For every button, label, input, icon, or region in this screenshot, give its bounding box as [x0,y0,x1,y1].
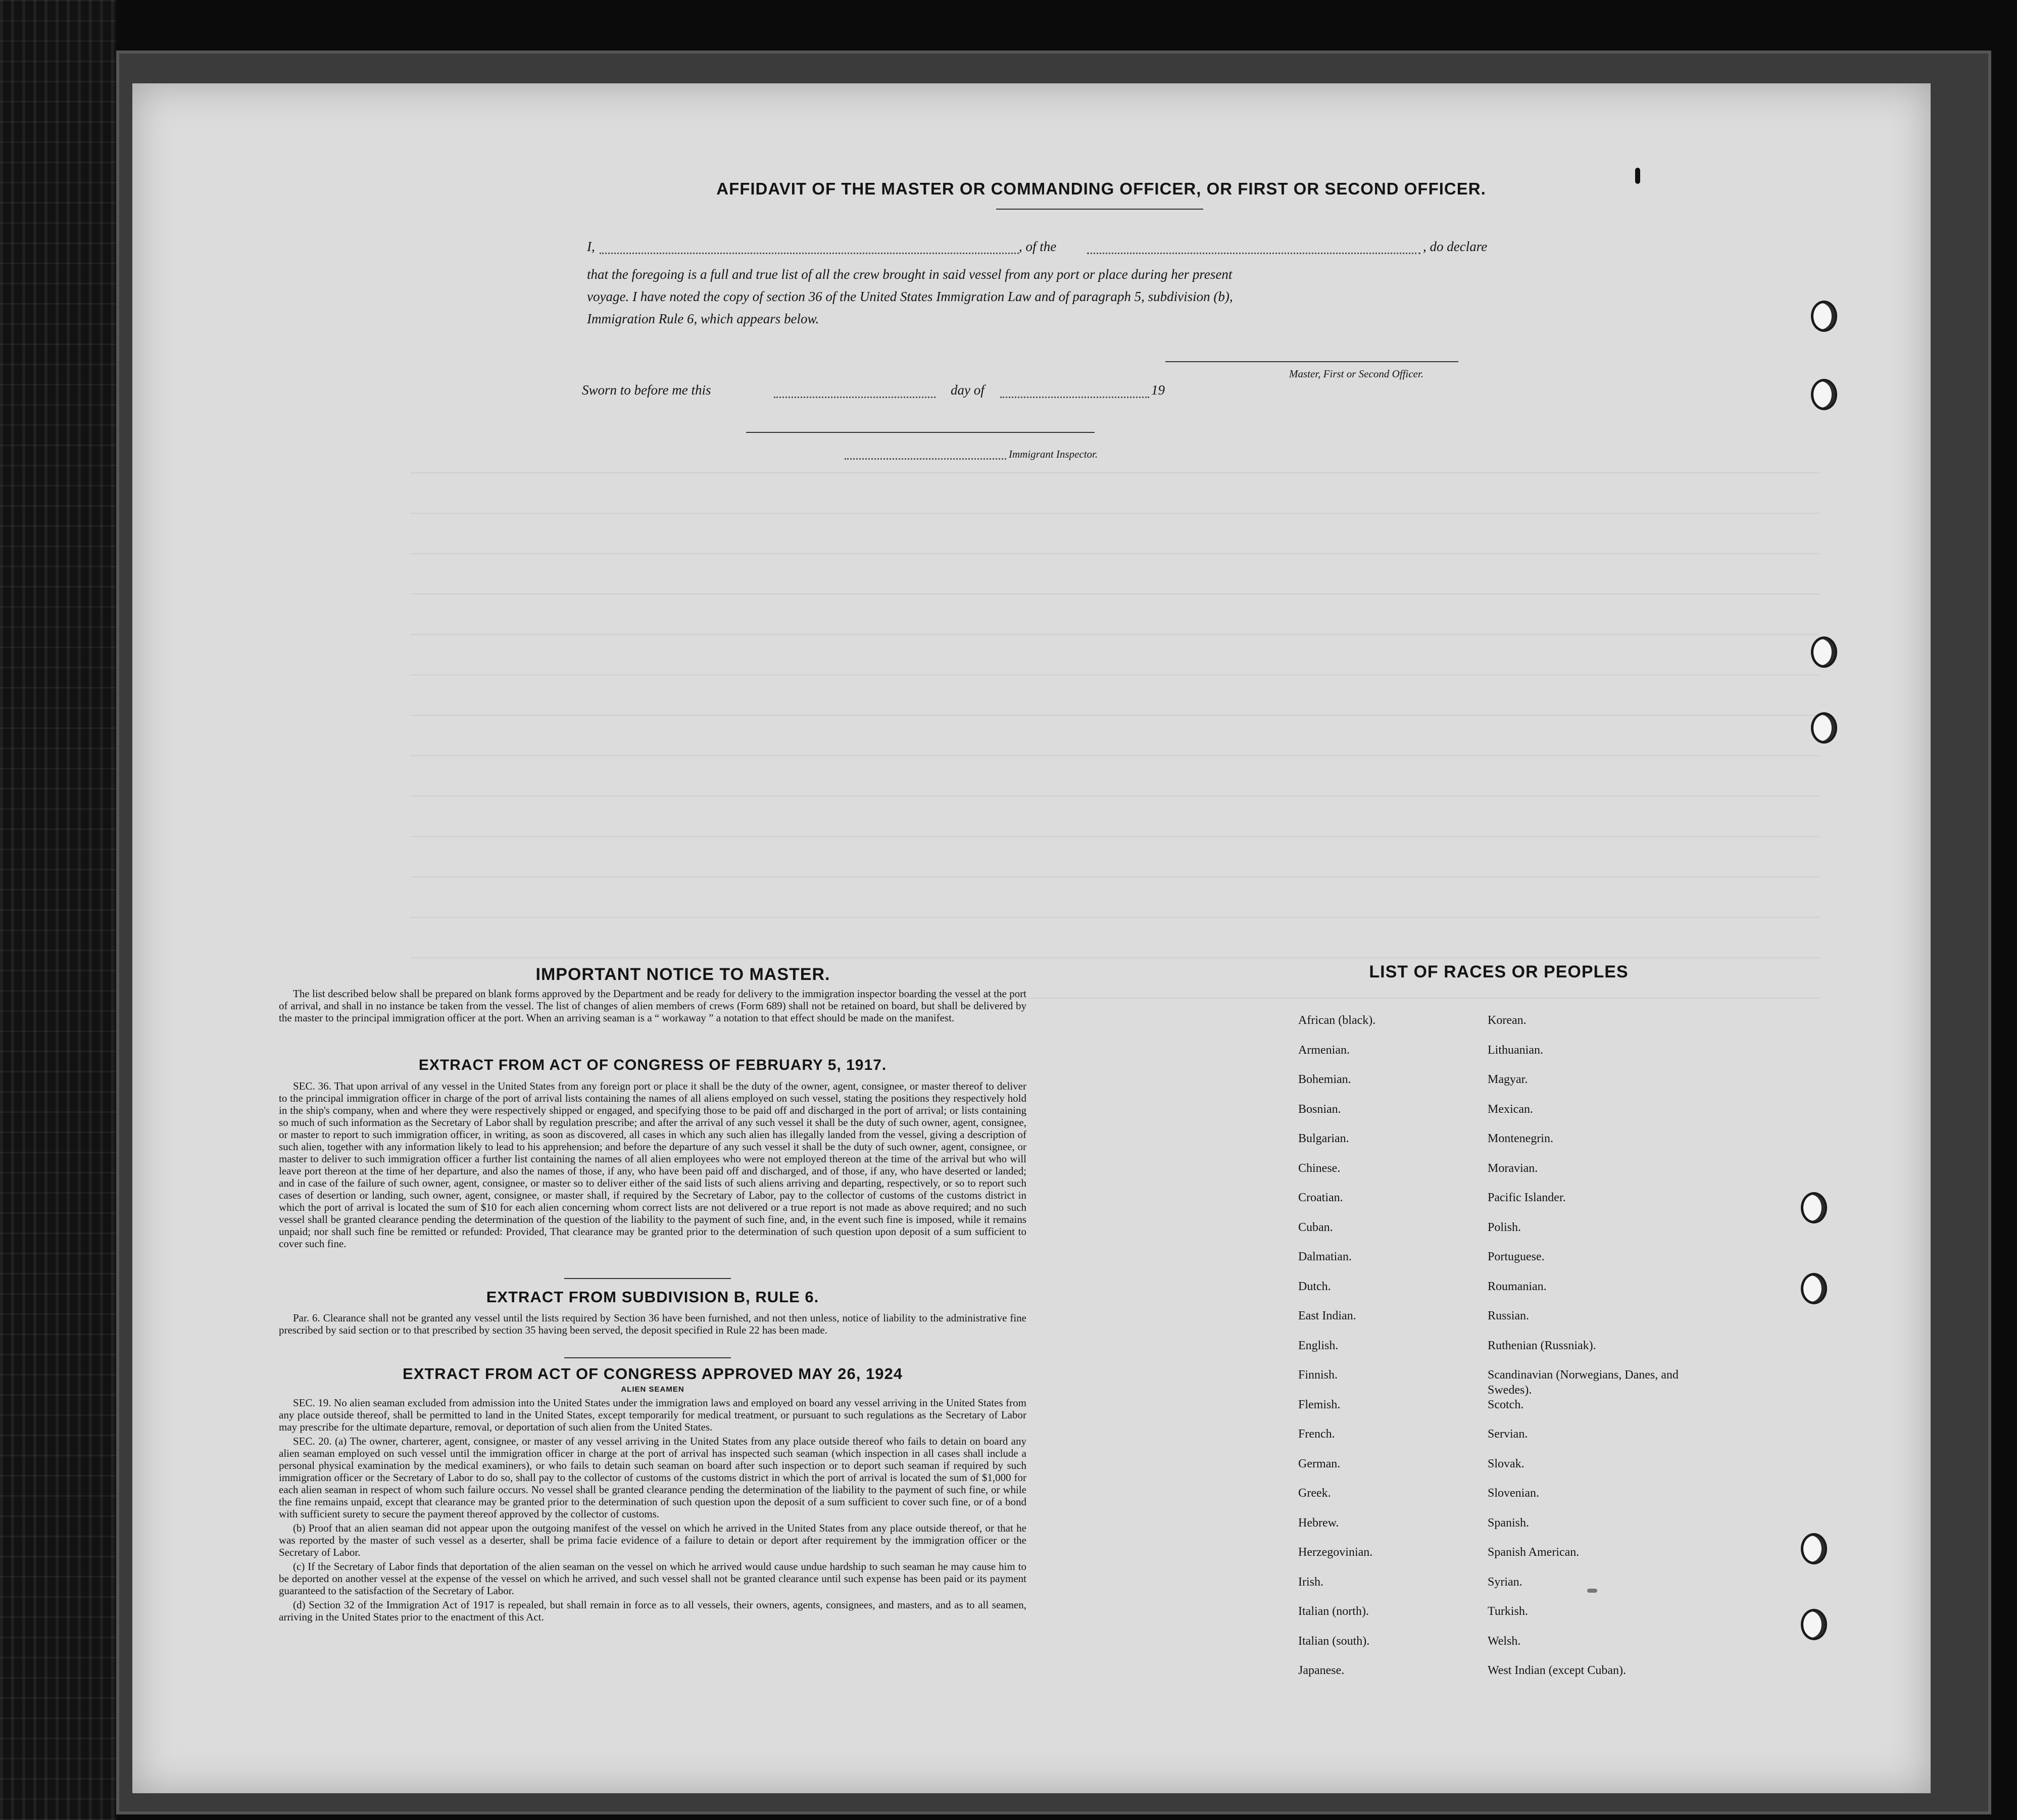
race-item: Slovak. [1488,1457,1524,1470]
race-item: German. [1298,1457,1341,1470]
sworn-label: Sworn to before me this [582,382,711,398]
notice-title: IMPORTANT NOTICE TO MASTER. [535,965,830,984]
race-item: West Indian (except Cuban). [1488,1664,1626,1677]
race-item: East Indian. [1298,1309,1356,1322]
ink-mark [1587,1589,1597,1593]
extract-rule6-text [279,1312,1026,1338]
punch-hole-icon [1811,301,1837,332]
inspector-rule [746,432,1095,433]
bleed-rule [410,674,1819,675]
race-item: Bulgarian. [1298,1132,1349,1145]
section-divider [564,1278,731,1279]
bleed-rule [410,957,1819,958]
officer-name-field[interactable] [600,253,1019,254]
extract-1917-text [279,1080,1026,1252]
race-item: Bosnian. [1298,1102,1341,1116]
race-item: Pacific Islander. [1488,1191,1566,1204]
race-item: Irish. [1298,1575,1323,1589]
race-item: Mexican. [1488,1102,1533,1116]
race-item: Scotch. [1488,1398,1524,1411]
race-item: Japanese. [1298,1664,1345,1677]
affidavit-declare-label: , do declare [1423,239,1488,254]
race-item: Greek. [1298,1487,1331,1500]
races-title: LIST OF RACES OR PEOPLES [1369,962,1629,981]
race-item: Turkish. [1488,1605,1528,1618]
affidavit-statement [587,263,1233,330]
inspector-signature-field[interactable] [845,458,1006,460]
statement-line: voyage. I have noted the copy of section 36 of the United States Immigration Law and of paragraph 5, subdivision (b), [587,289,1233,304]
ink-mark [1635,168,1640,184]
extract-1924-title: EXTRACT FROM ACT OF CONGRESS APPROVED MAY 26, 1924 [403,1365,903,1383]
master-signature-line[interactable] [1165,361,1458,362]
day-of-label: day of [951,382,985,398]
race-item: Italian (south). [1298,1634,1370,1648]
vessel-name-field[interactable] [1087,253,1420,254]
extract-1924-subtitle: ALIEN SEAMEN [621,1385,684,1394]
affidavit-of-the-label: , of the [1019,239,1057,254]
punch-hole-icon [1801,1609,1827,1640]
race-item: Dutch. [1298,1280,1331,1293]
sec20b-paragraph: (b) Proof that an alien seaman did not appear upon the outgoing manifest of the vessel on which he arrived in the United States from any place outside thereof, or that he was reported by the master of such vessel as a deserter, shall be prima facie evidence of a failure to detain or deport after requirement by the immigration officer or the Secretary of Labor. [279,1522,1026,1558]
bleed-rule [410,796,1819,797]
race-item: Finnish. [1298,1368,1338,1382]
race-item: Chinese. [1298,1161,1341,1175]
affidavit-i-label: I, [587,239,595,254]
race-item: Hebrew. [1298,1516,1339,1530]
notice-text [279,988,1026,1026]
bleed-rule [410,715,1819,716]
extract-1917-paragraph: SEC. 36. That upon arrival of any vessel in the United States from any foreign port or place it shall be the duty of the owner, agent, consignee, or master thereof to deliver to the principal immigration officer in charge of the port of arrival lists containing the names of all aliens employed on such vessel, stating the positions they respectively hold in the ship's company, when and where they were respectively shipped or engaged, and specifying those to be paid off and discharged in the port of arrival; or lists containing so much of such information as the Secretary of Labor shall by regulation prescribe; and after the arrival of any such vessel it shall be the duty of such owner, agent, consignee, or master to report to such immigration officer, in writing, as soon as discovered, all cases in which any such alien has illegally landed from the vessel, giving a description of such alien, together with any information likely to lead to his apprehension; and before the departure of any such vessel it shall be the duty of such owner, agent, consignee, or master to deliver to such immigration officer a further list containing the names of all alien employees who were not employed thereon at the time of the arrival but who will leave port thereon at the time of her departure, and also the names of those, if any, who have been paid off and discharged, and of those, if any, who have deserted or landed; and in case of the failure of such owner, agent, consignee, or master so to deliver either of the said lists of such aliens arriving and departing, respectively, or so to report such cases of desertion or landing, such owner, agent, consignee, or master shall, if required by the Secretary of Labor, pay to the collector of customs of the customs district in which the port of arrival is located the sum of $10 for each alien concerning whom correct lists are not delivered or a true report is not made as above required; and no such vessel shall be granted clearance pending the determination of the question of the liability to the payment of such fine, and, in the event such fine is imposed, while it remains unpaid; nor shall such fine be remitted or refunded: Provided, That clearance may be granted prior to the determination of such question upon deposit of a sum sufficient to cover such fine. [279,1080,1026,1250]
race-item: Roumanian. [1488,1280,1547,1293]
statement-line: that the foregoing is a full and true list of all the crew brought in said vessel from any port or place during her present [587,267,1233,282]
punch-hole-icon [1801,1192,1827,1223]
races-right-column [1488,1013,1710,1693]
race-item: Magyar. [1488,1073,1528,1086]
statement-line: Immigration Rule 6, which appears below. [587,311,819,326]
race-item: Syrian. [1488,1575,1522,1589]
race-item: English. [1298,1339,1339,1352]
punch-hole-icon [1801,1533,1827,1564]
extract-rule6-paragraph: Par. 6. Clearance shall not be granted any vessel until the lists required by Section 36 have been furnished, and not then unless, notice of liability to the administrative fine prescribed by said section or to that prescribed by section 35 having been served, the deposit specified in Rule 22 has been made. [279,1312,1026,1336]
race-item: Welsh. [1488,1634,1521,1648]
sworn-day-field[interactable] [774,397,936,398]
master-signature-label: Master, First or Second Officer. [1289,368,1423,380]
bleed-rule [410,836,1819,837]
race-item: Armenian. [1298,1043,1350,1057]
bleed-rule [410,634,1819,635]
bleed-rule [410,472,1819,473]
year-prefix: 19 [1151,382,1165,398]
sec20a-paragraph: SEC. 20. (a) The owner, charterer, agent, consignee, or master of any vessel arriving in the United States from any place outside thereof who fails to detain on board any alien seaman employed on such vessel until the immigration officer in charge at the port of arrival has inspected such seaman (which inspection in all cases shall include a personal physical examination by the medical examiners), or who fails to detain such seaman on board after such inspection or to deport such seaman if required by such immigration officer or the Secretary of Labor to do so, shall pay to the collector of customs of the customs district in which the port of arrival is located the sum of $1,000 for each alien seaman in respect of whom such failure occurs. No vessel shall be granted clearance pending the determination of the liability to the payment of such fine, or while the fine remains unpaid, except that clearance may be granted prior to the determination of such question upon the deposit of a sum sufficient to cover such fine, or of a bond with sufficient surety to secure the payment thereof approved by the collector of customs. [279,1435,1026,1520]
race-item: Russian. [1488,1309,1530,1322]
races-left-column [1298,1013,1490,1693]
document-page [132,83,1931,1793]
race-item: Flemish. [1298,1398,1341,1411]
race-item: Spanish. [1488,1516,1530,1530]
extract-1917-title: EXTRACT FROM ACT OF CONGRESS OF FEBRUARY 5, 1917. [418,1057,887,1073]
sec19-paragraph: SEC. 19. No alien seaman excluded from admission into the United States under the immigration laws and employed on board any vessel arriving in the United States from any place outside thereof, shall be permitted to land in the United States, except temporarily for medical treatment, or pursuant to such regulations as the Secretary of Labor may prescribe for the ultimate departure, removal, or deportation of such alien from the United States. [279,1397,1026,1433]
race-item: Croatian. [1298,1191,1343,1204]
race-item: Scandinavian (Norwegians, Danes, and Swedes). [1488,1368,1679,1397]
bleed-rule [410,553,1819,554]
section-divider [564,1357,731,1358]
race-item: French. [1298,1428,1335,1441]
race-item: Italian (north). [1298,1605,1369,1618]
race-item: Montenegrin. [1488,1132,1553,1145]
bleed-rule [410,755,1819,756]
race-item: Dalmatian. [1298,1250,1352,1263]
race-item: Portuguese. [1488,1250,1545,1263]
race-item: Moravian. [1488,1161,1538,1175]
race-item: Spanish American. [1488,1546,1580,1559]
punch-hole-icon [1811,636,1837,668]
sworn-month-field[interactable] [1000,397,1149,398]
race-item: Slovenian. [1488,1487,1539,1500]
race-item: Ruthenian (Russniak). [1488,1339,1596,1352]
race-item: Cuban. [1298,1220,1333,1234]
title-rule [996,209,1203,210]
book-binding [0,0,116,1820]
sec20c-paragraph: (c) If the Secretary of Labor finds that deportation of the alien seaman on the vessel on which he arrived would cause undue hardship to such seaman he may cause him to be deported on another vessel at the expense of the vessel on which he arrived, and such vessel shall not be granted clearance until such expense has been paid or its payment guaranteed to the satisfaction of the Secretary of Labor. [279,1560,1026,1597]
affidavit-title: AFFIDAVIT OF THE MASTER OR COMMANDING OFFICER, OR FIRST OR SECOND OFFICER. [716,179,1486,198]
extract-rule6-title: EXTRACT FROM SUBDIVISION B, RULE 6. [486,1288,819,1306]
race-item: Herzegovinian. [1298,1546,1373,1559]
race-item: Polish. [1488,1220,1521,1234]
race-item: Servian. [1488,1428,1528,1441]
punch-hole-icon [1811,379,1837,410]
bleed-rule [410,594,1819,595]
punch-hole-icon [1811,712,1837,744]
bleed-rule [410,876,1819,877]
race-item: Lithuanian. [1488,1043,1543,1057]
extract-1924-text [279,1397,1026,1625]
race-item: Bohemian. [1298,1073,1351,1086]
race-item: Korean. [1488,1014,1527,1027]
inspector-label: Immigrant Inspector. [1009,448,1098,460]
bleed-rule [410,917,1819,918]
race-item: African (black). [1298,1014,1376,1027]
sec20d-paragraph: (d) Section 32 of the Immigration Act of 1917 is repealed, but shall remain in force as to all vessels, their owners, agents, consignees, and masters, and as to all seamen, arriving in the United States prior to the enactment of this Act. [279,1599,1026,1623]
bleed-rule [410,513,1819,514]
notice-paragraph: The list described below shall be prepared on blank forms approved by the Department and be ready for delivery to the immigration inspector boarding the vessel at the port of arrival, and shall in no instance be taken from the vessel. The list of changes of alien members of crews (Form 689) shall not be retained on board, but shall be delivered by the master to the principal immigration officer at the port. When an arriving seaman is a “ workaway ” a notation to that effect should be made on the manifest. [279,988,1026,1024]
punch-hole-icon [1801,1273,1827,1304]
